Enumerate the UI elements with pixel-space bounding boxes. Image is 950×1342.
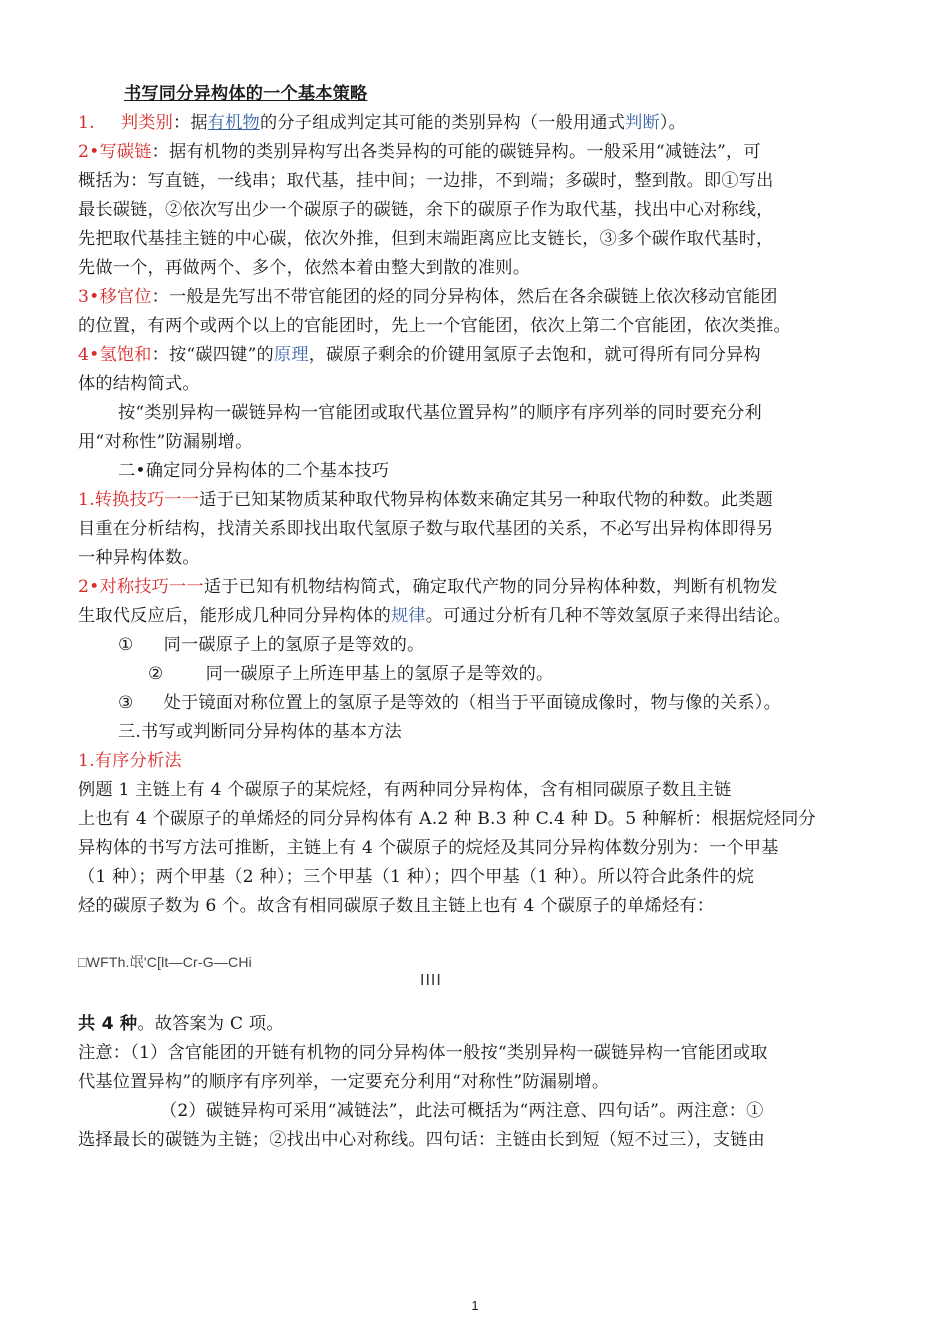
strategy-4: 4•氢饱和：按“碳四键”的原理，碳原子剩余的价键用氢原子去饱和，就可得所有同分异构 [78,345,761,365]
strategy-2-line: 先做一个，再做两个、多个，依然本着由整大到散的准则。 [78,258,531,278]
rule-item: ② 同一碳原子上所连甲基上的氢原子是等效的。 [148,664,554,684]
technique-2-line: 生取代反应后，能形成几种同分异构体的规律。可通过分析有几种不等效氢原子来得出结论。 [78,606,791,626]
paragraph-line: 用“对称性”防漏剔增。 [78,432,253,452]
page-number: 1 [471,1298,479,1313]
rule-item: ③ 处于镜面对称位置上的氢原子是等效的（相当于平面镜成像时，物与像的关系）。 [118,693,781,713]
section-heading-3: 三.书写或判断同分异构体的基本方法 [118,722,402,742]
technique-1: 1.转换技巧一一适于已知某物质某种取代物异构体数来确定其另一种取代物的种数。此类题 [78,490,773,510]
example-line: 烃的碳原子数为 6 个。故含有相同碳原子数且主链上也有 4 个碳原子的单烯烃有： [78,896,715,916]
structural-formula: □WFTh.氓'C[lt—Cr-G—CHi [78,954,252,970]
note-line: 注意：（1）含官能团的开链有机物的同分异构体一般按“类别异构一碳链异构一官能团或取 [78,1043,768,1063]
strategy-2-line: 先把取代基挂主链的中心碳，依次外推，但到末端距离应比支链长，③多个碳作取代基时， [78,229,774,249]
section-heading-2: 二•确定同分异构体的二个基本技巧 [118,461,390,481]
example-line: 例题 1 主链上有 4 个碳原子的某烷烃，有两种同分异构体，含有相同碳原子数且主链 [78,780,732,800]
example-line: 异构体的书写方法可推断，主链上有 4 个碳原子的烷烃及其同分异构体数分别为：一个甲基 [78,838,779,858]
technique-1-line: 一种异构体数。 [78,548,200,568]
answer-line: 共 4 种。故答案为 C 项。 [78,1014,284,1034]
strategy-1: 1. 判类别：据有机物的分子组成判定其可能的类别异构（一般用通式判断）。 [78,113,687,133]
note-line: 选择最长的碳链为主链；②找出中心对称线。四句话：主链由长到短（短不过三），支链由 [78,1130,765,1150]
strategy-2: 2•写碳链：据有机物的类别异构写出各类异构的可能的碳链异构。一般采用“减链法”，可 [78,142,761,162]
method-heading: 1.有序分析法 [78,751,182,771]
strategy-3-line: 的位置，有两个或两个以上的官能团时，先上一个官能团，依次上第二个官能团，依次类推。 [78,316,791,336]
paragraph-line: 按“类别异构一碳链异构一官能团或取代基位置异构”的顺序有序列举的同时要充分利 [118,403,762,423]
link-organic[interactable]: 有机物 [207,113,260,133]
technique-2: 2•对称技巧一一适于已知有机物结构简式，确定取代产物的同分异构体种数，判断有机物发 [78,577,778,597]
rule-item: ① 同一碳原子上的氢原子是等效的。 [118,635,425,655]
example-line: （1 种）；两个甲基（2 种）；三个甲基（1 种）；四个甲基（1 种）。所以符合此条件的烷 [78,867,755,887]
strategy-2-line: 概括为：写直链，一线串；取代基，挂中间；一边排，不到端；多碳时，整到散。即①写出 [78,171,774,191]
formula-bonds: IIII [420,972,442,989]
strategy-3: 3•移官位：一般是先写出不带官能团的烃的同分异构体，然后在各余碳链上依次移动官能团 [78,287,778,307]
technique-1-line: 目重在分析结构，找清关系即找出取代氢原子数与取代基团的关系，不必写出异构体即得另 [78,519,774,539]
strategy-4-line: 体的结构简式。 [78,374,200,394]
document-title: 书写同分异构体的一个基本策略 [124,84,368,104]
note-line: （2）碳链异构可采用“减链法”，此法可概括为“两注意、四句话”。两注意：① [160,1101,764,1121]
example-line: 上也有 4 个碳原子的单烯烃的同分异构体有 A.2 种 B.3 种 C.4 种 D。5 种解析：根据烷烃同分 [78,809,816,829]
note-line: 代基位置异构”的顺序有序列举，一定要充分利用“对称性”防漏剔增。 [78,1072,610,1092]
strategy-2-line: 最长碳链，②依次写出少一个碳原子的碳链，余下的碳原子作为取代基，找出中心对称线， [78,200,774,220]
